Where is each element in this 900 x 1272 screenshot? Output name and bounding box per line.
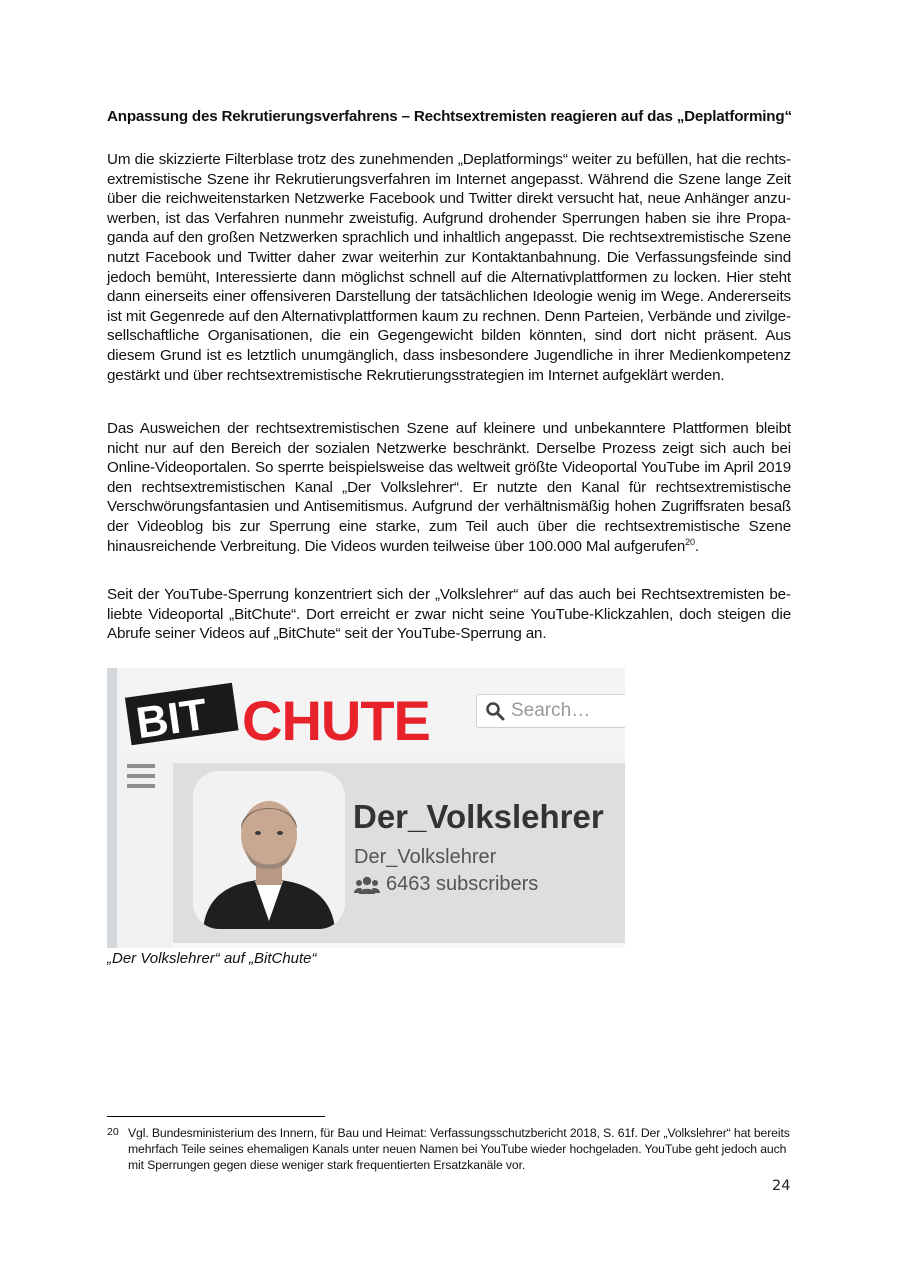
section-heading: Anpassung des Rekrutierungsverfahrens – Rechtsextremisten reagieren auf das „Deplatforming“ xyxy=(107,108,792,125)
channel-card-edge xyxy=(173,943,625,948)
channel-avatar[interactable] xyxy=(193,771,345,929)
search-icon xyxy=(485,701,505,721)
channel-handle: Der_Volkslehrer xyxy=(354,846,497,868)
users-icon xyxy=(354,876,380,894)
subscriber-count-text: 6463 subscribers xyxy=(386,873,539,895)
logo-text: BITCHUTE xyxy=(124,678,129,679)
paragraph: Das Ausweichen der rechtsextremistischen Szene auf kleinere und unbekanntere Plattformen bleibt nicht nur auf den Bereich der sozialen Netzwerke beschränkt. Derselbe Prozess zeigt sich auch bei Online-Videoportalen. So sperrte beispielsweise das weltweit größte Videoportal YouTube im April 2019 den rechtsextremistischen Kanal „Der Volkslehrer“. Er nutzte den Kanal für rechtsextremistische Verschwörungsfantasien und Antisemitismus. Aufgrund der verhältnismäßig hohen Zugriffsraten besaß der Videoblog bis zur Sperrung eine starke, zum Teil auch über die rechtsextremistische Szene hinausreichende Verbreitung. Die Videos wurden teilweise über 100.000 Mal aufgerufen$^{20}$. xyxy=(107,420,791,555)
footnote-divider xyxy=(107,1116,325,1117)
logo-bit-text: BIT xyxy=(133,689,211,748)
figure-caption: „Der Volkslehrer“ auf „BitChute“ xyxy=(107,950,317,967)
avatar-portrait xyxy=(193,771,345,929)
subscriber-count xyxy=(354,873,538,896)
search-box[interactable] xyxy=(476,694,625,728)
paragraph: Um die skizzierte Filterblase trotz des zunehmenden „Deplatformings“ weiter zu befüllen, hat die rechtsextremistische Szene ihr Rekrutierungsverfahren im Internet angepasst. Während die Szene lange Zeit über die reichweitenstarken Netzwerke Facebook und Twitter direkt versucht hat, neue Anhänger anzuwerben, ist das Verfahren nunmehr zweistufig. Aufgrund drohender Sperrungen haben sie ihre Propaganda auf den großen Netzwerken sprachlich und inhaltlich angepasst. Die rechtsextremistische Szene nutzt Facebook und Twitter daher zwar weiterhin zur Kontaktanbahnung. Die Verfassungsfeinde sind jedoch bemüht, Interessierte dann möglichst schnell auf die Alternativplattformen zu locken. Hier steht dann einerseits einer offensiveren Darstellung der tatsächlichen Ideologie wenig im Wege. Andererseits ist mit Gegenrede auf den Alternativplattformen kaum zu rechnen. Denn Parteien, Verbände und zivilgesellschaftliche Organisationen, die ein Gegengewicht bilden könnten, sind dort nicht präsent. Aus diesem Grund ist es letztlich unumgänglich, dass insbesondere Jugendliche in ihrer Medienkompetenz gestärkt und über rechtsextremistische Rekrutierungsstrategien im Internet aufgeklärt werden. xyxy=(107,151,791,384)
paragraph: Seit der YouTube-Sperrung konzentriert sich der „Volkslehrer“ auf das auch bei Rechtsextremisten beliebte Videoportal „BitChute“. Dort erreicht er zwar nicht seine YouTube-Klickzahlen, doch steigen die Abrufe seiner Videos auf „BitChute“ seit der YouTube-Sperrung an. xyxy=(107,586,791,643)
footnote-number: 20 xyxy=(107,1126,119,1138)
search-placeholder: Search… xyxy=(511,700,591,721)
menu-icon[interactable] xyxy=(127,764,155,790)
logo-chute-text: CHUTE xyxy=(242,689,430,748)
channel-name[interactable]: Der_Volkslehrer xyxy=(353,798,604,835)
bitchute-screenshot xyxy=(107,668,625,948)
footnote-reference[interactable]: 20 xyxy=(685,536,695,547)
page-number: 24 xyxy=(772,1178,791,1194)
bitchute-logo[interactable] xyxy=(124,678,454,748)
screenshot-edge xyxy=(107,668,117,948)
paragraph-text: Das Ausweichen der rechtsextremistischen Szene auf kleinere und unbekanntere Plattformen bleibt nicht nur auf den Bereich der sozialen Netzwerke beschränkt. Derselbe Prozess zeigt sich auch bei Online-Videoportalen. So sperrte beispielsweise das weltweit größte Videoportal YouTube im April 2019 den rechtsextremistischen Kanal „Der Volkslehrer“. Er nutzte den Kanal für rechtsextremistische Verschwörungsfantasien und Antisemitismus. Aufgrund der verhältnismäßig hohen Zugriffsraten besaß der Videoblog bis zur Sperrung eine starke, zum Teil auch über die rechtsextremistische Szene hinausreichende Verbreitung. Die Videos wurden teilweise über 100.000 Mal aufgerufen xyxy=(107,420,791,555)
footnote-text: Vgl. Bundesministerium des Innern, für Bau und Heimat: Verfassungsschutzbericht 2018, S. 61f. Der „Volkslehrer“ hat bereits mehrfach Teile seines ehemaligen Kanals unter neuen Namen bei YouTube wieder hochgeladen. YouTube geht jedoch auch mit Sperrungen gegen diese weniger stark frequentierten Ersatzkanäle vor. xyxy=(128,1126,790,1172)
